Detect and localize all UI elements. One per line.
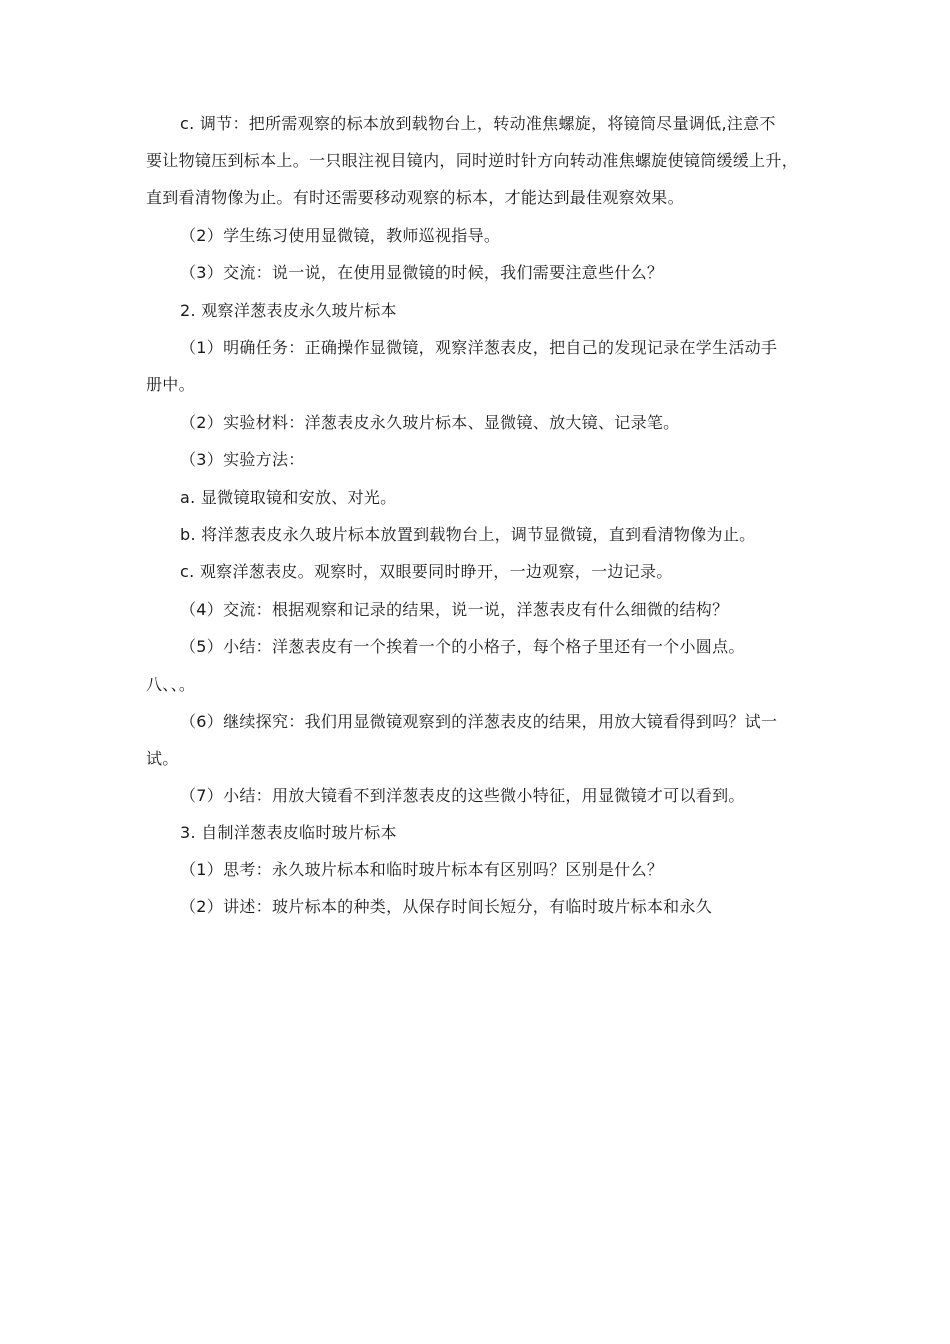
paragraph-line: （2）讲述：玻片标本的种类，从保存时间长短分，有临时玻片标本和永久 [180,897,713,916]
section-heading: 3. 自制洋葱表皮临时玻片标本 [180,823,397,842]
paragraph-line: 八、、。 [146,675,196,694]
paragraph-line: c. 观察洋葱表皮。观察时，双眼要同时睁开，一边观察，一边记录。 [180,562,673,581]
paragraph-line: （3）实验方法： [180,450,305,469]
paragraph-line: （2）实验材料：洋葱表皮永久玻片标本、显微镜、放大镜、记录笔。 [180,413,680,432]
paragraph-line: 要让物镜压到标本上。一只眼注视目镜内，同时逆时针方向转动准焦螺旋使镜筒缓缓上升， [146,151,799,170]
section-heading: 2. 观察洋葱表皮永久玻片标本 [180,301,397,320]
paragraph-line: （6）继续探究：我们用显微镜观察到的洋葱表皮的结果，用放大镜看得到吗？试一 [180,712,778,731]
paragraph-line: （1）思考：永久玻片标本和临时玻片标本有区别吗？区别是什么？ [180,860,664,879]
paragraph-line: c. 调节：把所需观察的标本放到载物台上，转动准焦螺旋，将镜筒尽量调低,注意不 [180,114,776,133]
paragraph-line: （3）交流：说一说，在使用显微镜的时候，我们需要注意些什么？ [180,263,664,282]
paragraph-line: 直到看清物像为止。有时还需要移动观察的标本，才能达到最佳观察效果。 [146,188,684,207]
paragraph-line: （5）小结：洋葱表皮有一个挨着一个的小格子，每个格子里还有一个小圆点。 [180,637,745,656]
paragraph-line: 试。 [146,749,179,768]
paragraph-line: （4）交流：根据观察和记录的结果，说一说，洋葱表皮有什么细微的结构？ [180,600,729,619]
paragraph-line: 册中。 [146,375,195,394]
paragraph-line: a. 显微镜取镜和安放、对光。 [180,488,397,507]
paragraph-line: b. 将洋葱表皮永久玻片标本放置到载物台上，调节显微镜，直到看清物像为止。 [180,525,756,544]
paragraph-line: （2）学生练习使用显微镜，教师巡视指导。 [180,226,501,245]
paragraph-line: （1）明确任务：正确操作显微镜，观察洋葱表皮，把自己的发现记录在学生活动手 [180,338,778,357]
paragraph-line: （7）小结：用放大镜看不到洋葱表皮的这些微小特征，用显微镜才可以看到。 [180,786,745,805]
